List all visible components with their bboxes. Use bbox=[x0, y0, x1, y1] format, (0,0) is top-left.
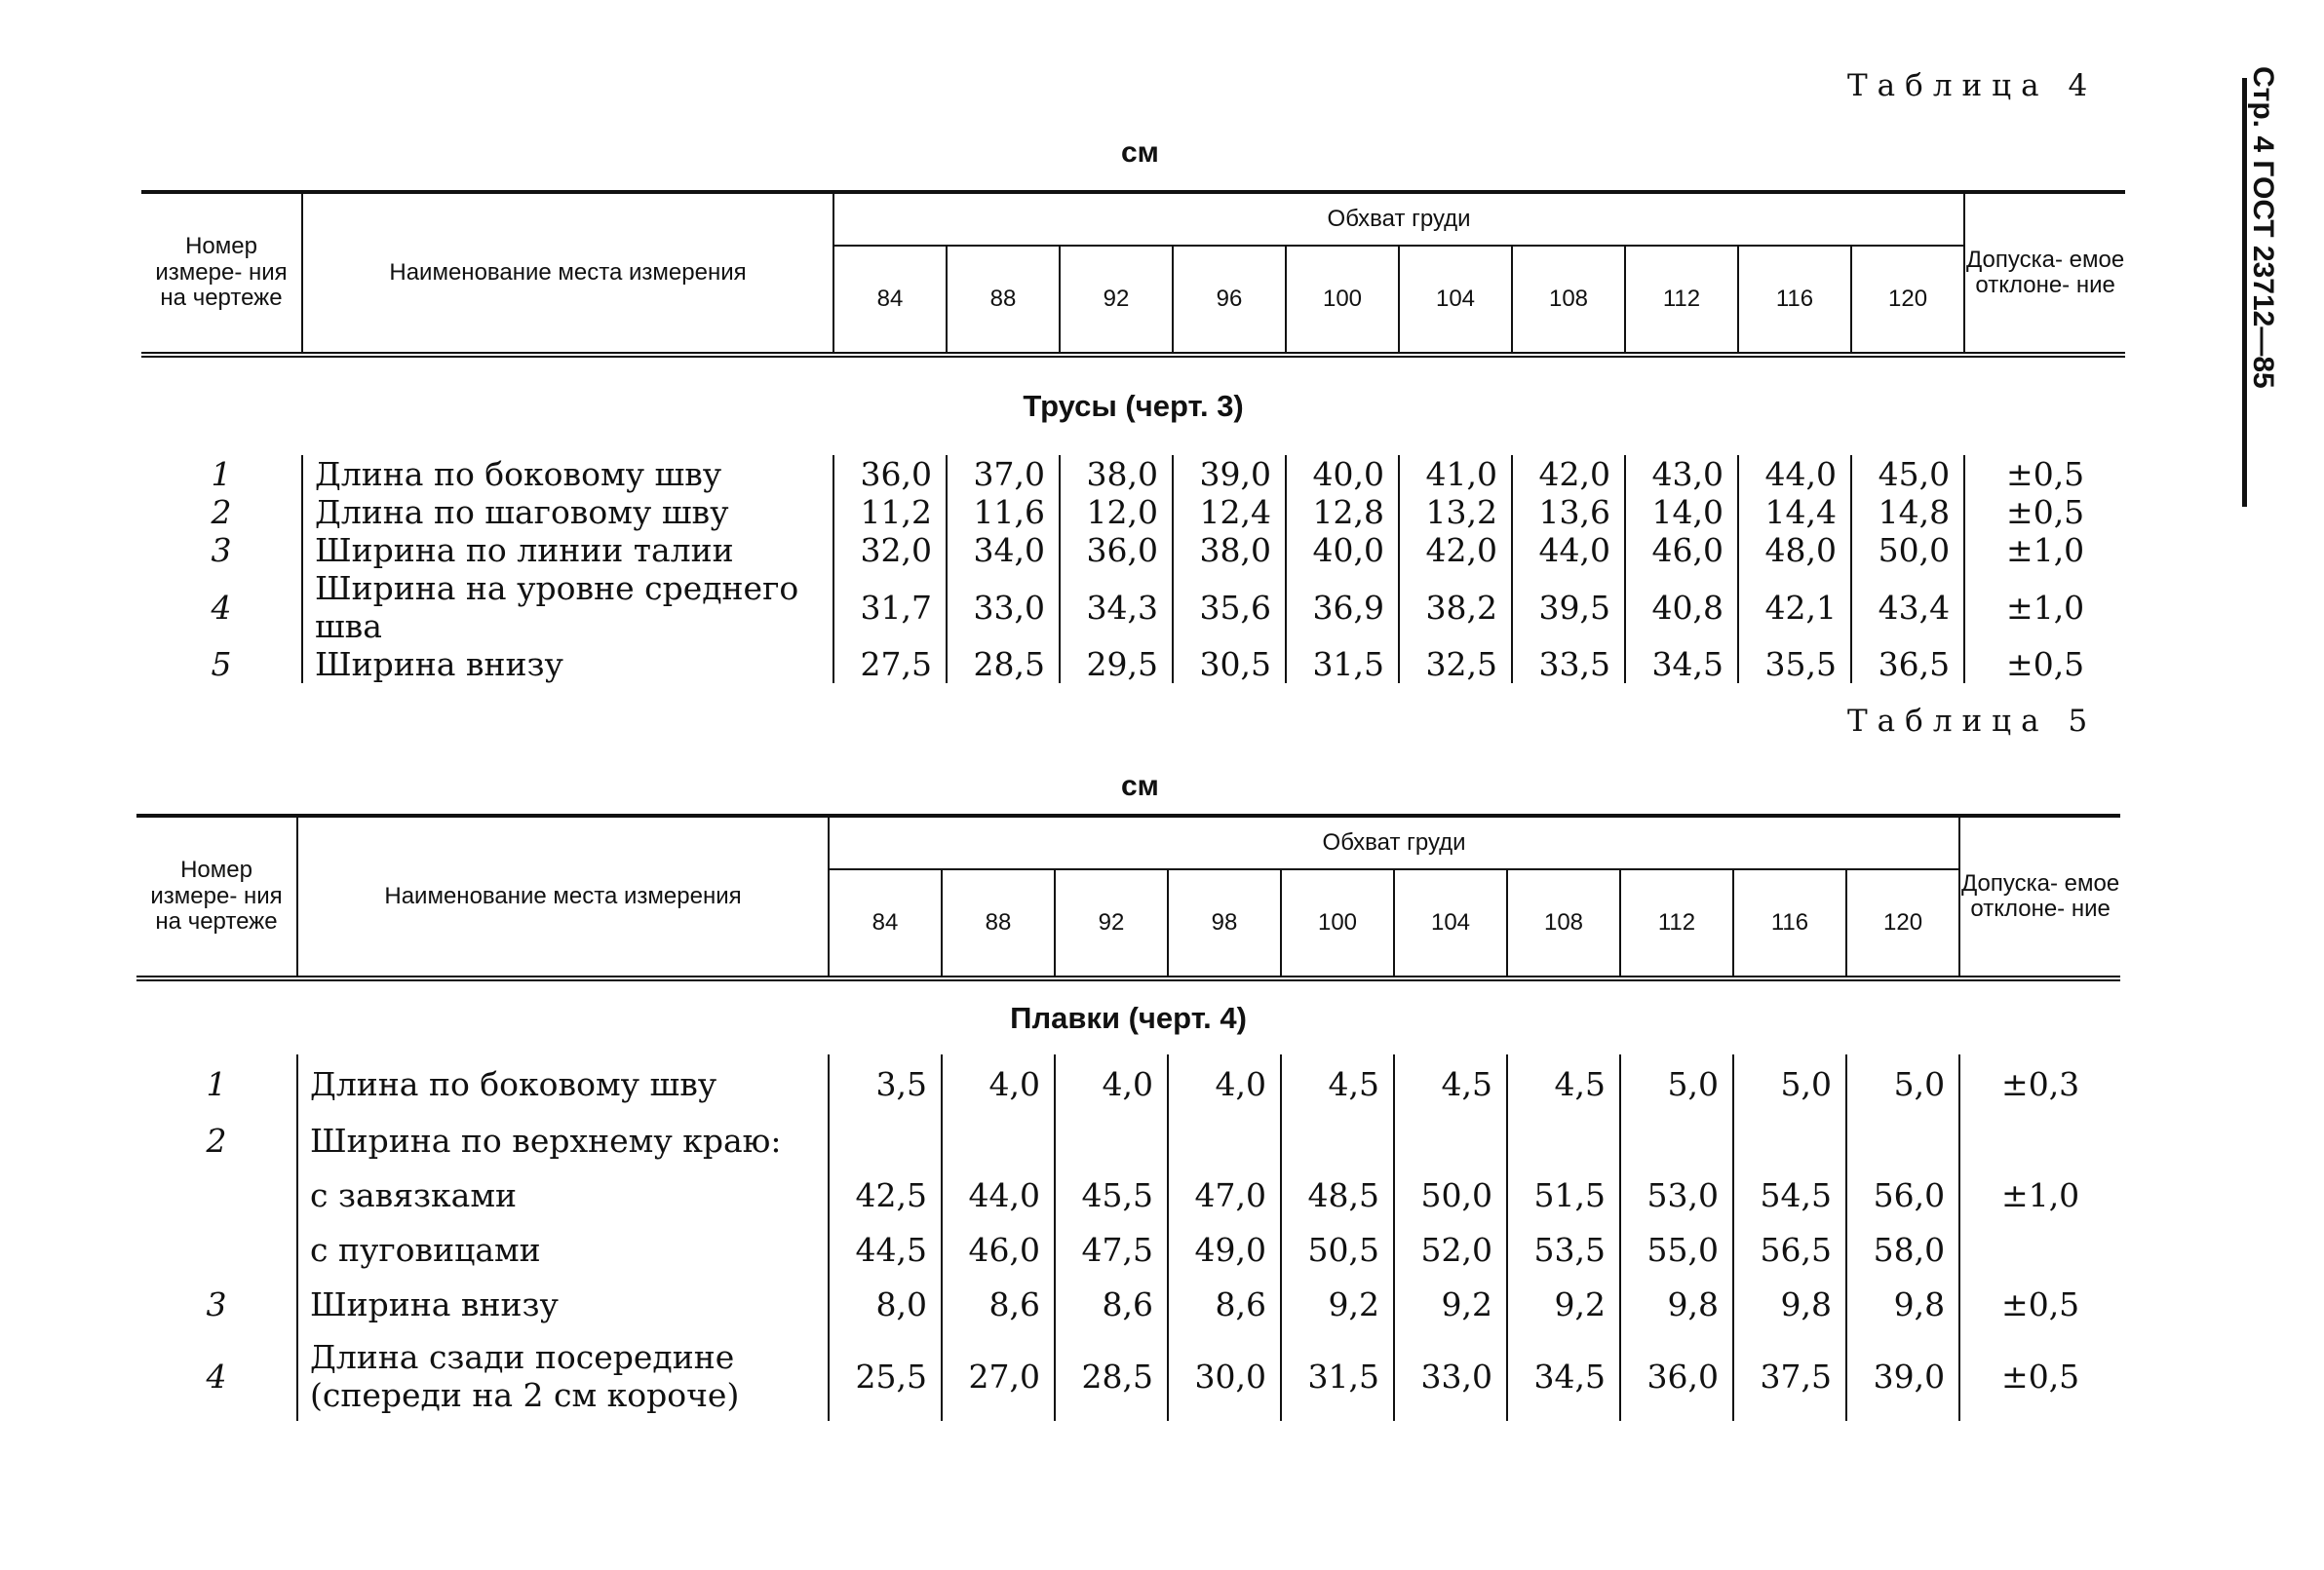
size-header: 108 bbox=[1507, 869, 1620, 978]
row-value: 12,8 bbox=[1286, 493, 1399, 531]
row-value: 38,0 bbox=[1060, 455, 1173, 493]
row-value: 34,0 bbox=[947, 531, 1060, 569]
row-tolerance: ±0,3 bbox=[1959, 1054, 2120, 1113]
row-name: Ширина по верхнему краю: bbox=[297, 1113, 829, 1168]
table-row bbox=[141, 493, 2125, 531]
row-value: 13,6 bbox=[1512, 493, 1625, 531]
row-name: с пуговицами bbox=[297, 1222, 829, 1277]
row-value: 36,9 bbox=[1286, 569, 1399, 645]
row-value: 47,0 bbox=[1168, 1168, 1281, 1222]
row-value: 40,0 bbox=[1286, 455, 1399, 493]
row-value: 31,5 bbox=[1286, 645, 1399, 683]
row-value: 49,0 bbox=[1168, 1222, 1281, 1277]
row-value: 54,5 bbox=[1733, 1168, 1846, 1222]
size-header: 88 bbox=[942, 869, 1055, 978]
row-value: 4,0 bbox=[942, 1054, 1055, 1113]
row-value: 9,2 bbox=[1281, 1277, 1394, 1331]
size-header: 120 bbox=[1846, 869, 1959, 978]
size-header: 104 bbox=[1399, 246, 1512, 355]
row-tolerance: ±1,0 bbox=[1964, 569, 2125, 645]
row-value: 34,5 bbox=[1625, 645, 1738, 683]
row-value: 28,5 bbox=[1055, 1331, 1168, 1421]
row-value: 29,5 bbox=[1060, 645, 1173, 683]
row-value: 3,5 bbox=[829, 1054, 942, 1113]
row-value: 44,0 bbox=[942, 1168, 1055, 1222]
row-value: 41,0 bbox=[1399, 455, 1512, 493]
row-tolerance bbox=[1959, 1222, 2120, 1277]
row-value: 4,0 bbox=[1168, 1054, 1281, 1113]
row-value bbox=[942, 1113, 1055, 1168]
row-number: 1 bbox=[206, 1064, 227, 1103]
row-number: 5 bbox=[211, 645, 232, 683]
row-number bbox=[136, 1222, 297, 1277]
row-value: 31,7 bbox=[833, 569, 947, 645]
row-name: Ширина внизу bbox=[297, 1277, 829, 1331]
table5-unit: см bbox=[1121, 770, 1159, 802]
row-value: 5,0 bbox=[1846, 1054, 1959, 1113]
side-header-text: Стр. 4 ГОСТ 23712—85 bbox=[2247, 66, 2279, 389]
row-value: 39,0 bbox=[1846, 1331, 1959, 1421]
row-value: 43,4 bbox=[1851, 569, 1964, 645]
section-title: Плавки (черт. 4) bbox=[1010, 1000, 1247, 1035]
row-value: 46,0 bbox=[1625, 531, 1738, 569]
row-value: 43,0 bbox=[1625, 455, 1738, 493]
table5-label: Таблица 5 bbox=[1847, 704, 2098, 739]
row-value bbox=[1168, 1113, 1281, 1168]
table4-label: Таблица 4 bbox=[1847, 68, 2098, 103]
row-value: 39,5 bbox=[1512, 569, 1625, 645]
size-header: 104 bbox=[1394, 869, 1507, 978]
row-value: 9,2 bbox=[1507, 1277, 1620, 1331]
row-tolerance bbox=[1959, 1113, 2120, 1168]
row-value: 11,2 bbox=[833, 493, 947, 531]
row-tolerance: ±1,0 bbox=[1964, 531, 2125, 569]
size-header: 92 bbox=[1060, 246, 1173, 355]
row-tolerance: ±0,5 bbox=[1964, 645, 2125, 683]
row-value: 55,0 bbox=[1620, 1222, 1733, 1277]
row-value: 27,0 bbox=[942, 1331, 1055, 1421]
row-value: 35,6 bbox=[1173, 569, 1286, 645]
row-name: Ширина по линии талии bbox=[302, 531, 833, 569]
row-value: 38,0 bbox=[1173, 531, 1286, 569]
table-row bbox=[141, 531, 2125, 569]
row-value: 12,4 bbox=[1173, 493, 1286, 531]
row-value: 14,0 bbox=[1625, 493, 1738, 531]
row-value bbox=[1281, 1113, 1394, 1168]
row-value: 47,5 bbox=[1055, 1222, 1168, 1277]
row-value: 33,0 bbox=[947, 569, 1060, 645]
row-value: 33,5 bbox=[1512, 645, 1625, 683]
row-value: 9,8 bbox=[1733, 1277, 1846, 1331]
row-value: 4,5 bbox=[1281, 1054, 1394, 1113]
size-header: 98 bbox=[1168, 869, 1281, 978]
size-header: 88 bbox=[947, 246, 1060, 355]
row-value: 34,5 bbox=[1507, 1331, 1620, 1421]
row-value: 25,5 bbox=[829, 1331, 942, 1421]
row-name: Ширина внизу bbox=[302, 645, 833, 683]
row-number: 1 bbox=[211, 455, 232, 493]
header-chest: Обхват груди bbox=[829, 816, 1959, 869]
row-value: 38,2 bbox=[1399, 569, 1512, 645]
row-value: 42,0 bbox=[1512, 455, 1625, 493]
row-value: 9,8 bbox=[1620, 1277, 1733, 1331]
row-value: 31,5 bbox=[1281, 1331, 1394, 1421]
row-value: 4,0 bbox=[1055, 1054, 1168, 1113]
size-header: 100 bbox=[1281, 869, 1394, 978]
row-name: с завязками bbox=[297, 1168, 829, 1222]
table-row bbox=[136, 1113, 2120, 1168]
row-value: 32,0 bbox=[833, 531, 947, 569]
row-value: 42,5 bbox=[829, 1168, 942, 1222]
row-value: 53,0 bbox=[1620, 1168, 1733, 1222]
size-header: 100 bbox=[1286, 246, 1399, 355]
row-value: 44,5 bbox=[829, 1222, 942, 1277]
table-row bbox=[136, 1331, 2120, 1421]
row-value bbox=[829, 1113, 942, 1168]
row-value: 5,0 bbox=[1620, 1054, 1733, 1113]
row-value: 33,0 bbox=[1394, 1331, 1507, 1421]
row-value: 37,0 bbox=[947, 455, 1060, 493]
size-header: 120 bbox=[1851, 246, 1964, 355]
row-name: Ширина на уровне среднего шва bbox=[302, 569, 833, 645]
row-value: 30,5 bbox=[1173, 645, 1286, 683]
row-number: 3 bbox=[206, 1284, 227, 1323]
row-tolerance: ±0,5 bbox=[1964, 493, 2125, 531]
header-name: Наименование места измерения bbox=[297, 816, 829, 978]
table-row bbox=[136, 1054, 2120, 1113]
size-header: 96 bbox=[1173, 246, 1286, 355]
row-value: 32,5 bbox=[1399, 645, 1512, 683]
row-value: 45,0 bbox=[1851, 455, 1964, 493]
row-value: 14,8 bbox=[1851, 493, 1964, 531]
row-value: 53,5 bbox=[1507, 1222, 1620, 1277]
row-tolerance: ±1,0 bbox=[1959, 1168, 2120, 1222]
table-row bbox=[141, 569, 2125, 645]
row-tolerance: ±0,5 bbox=[1964, 455, 2125, 493]
row-name: Длина по боковому шву bbox=[297, 1054, 829, 1113]
header-name: Наименование места измерения bbox=[302, 192, 833, 355]
row-value: 8,6 bbox=[1055, 1277, 1168, 1331]
row-value: 12,0 bbox=[1060, 493, 1173, 531]
row-value: 42,1 bbox=[1738, 569, 1851, 645]
table-row bbox=[141, 455, 2125, 493]
row-value: 14,4 bbox=[1738, 493, 1851, 531]
row-value: 27,5 bbox=[833, 645, 947, 683]
row-value bbox=[1394, 1113, 1507, 1168]
header-tolerance: Допуска- емое отклоне- ние bbox=[1964, 192, 2125, 355]
row-value: 30,0 bbox=[1168, 1331, 1281, 1421]
row-value: 39,0 bbox=[1173, 455, 1286, 493]
row-value: 9,8 bbox=[1846, 1277, 1959, 1331]
row-value: 11,6 bbox=[947, 493, 1060, 531]
row-number bbox=[136, 1168, 297, 1222]
size-header: 112 bbox=[1625, 246, 1738, 355]
row-value: 8,6 bbox=[942, 1277, 1055, 1331]
size-header: 92 bbox=[1055, 869, 1168, 978]
table-row bbox=[141, 645, 2125, 683]
row-value: 56,5 bbox=[1733, 1222, 1846, 1277]
row-value: 40,8 bbox=[1625, 569, 1738, 645]
size-header: 84 bbox=[829, 869, 942, 978]
header-number: Номер измере- ния на чертеже bbox=[155, 233, 288, 312]
row-value bbox=[1846, 1113, 1959, 1168]
side-header bbox=[2236, 0, 2324, 507]
row-value bbox=[1620, 1113, 1733, 1168]
row-number: 4 bbox=[206, 1357, 227, 1396]
row-value: 13,2 bbox=[1399, 493, 1512, 531]
row-number: 2 bbox=[211, 493, 232, 531]
row-value: 50,0 bbox=[1394, 1168, 1507, 1222]
table4 bbox=[141, 190, 2125, 683]
row-value bbox=[1733, 1113, 1846, 1168]
size-header: 116 bbox=[1738, 246, 1851, 355]
row-value: 48,0 bbox=[1738, 531, 1851, 569]
row-value: 45,5 bbox=[1055, 1168, 1168, 1222]
row-tolerance: ±0,5 bbox=[1959, 1331, 2120, 1421]
row-value: 4,5 bbox=[1507, 1054, 1620, 1113]
header-tolerance: Допуска- емое отклоне- ние bbox=[1959, 816, 2120, 978]
row-value: 9,2 bbox=[1394, 1277, 1507, 1331]
row-value: 42,0 bbox=[1399, 531, 1512, 569]
row-value: 36,0 bbox=[1060, 531, 1173, 569]
row-value bbox=[1055, 1113, 1168, 1168]
row-value: 50,5 bbox=[1281, 1222, 1394, 1277]
row-value: 36,0 bbox=[1620, 1331, 1733, 1421]
row-value: 52,0 bbox=[1394, 1222, 1507, 1277]
row-number: 4 bbox=[211, 588, 232, 627]
size-header: 84 bbox=[833, 246, 947, 355]
row-number: 2 bbox=[206, 1121, 227, 1160]
row-value: 40,0 bbox=[1286, 531, 1399, 569]
table-row bbox=[136, 1277, 2120, 1331]
row-value: 50,0 bbox=[1851, 531, 1964, 569]
row-value: 37,5 bbox=[1733, 1331, 1846, 1421]
row-name: Длина по шаговому шву bbox=[302, 493, 833, 531]
header-number: Номер измере- ния на чертеже bbox=[150, 857, 283, 936]
section-title: Трусы (черт. 3) bbox=[1023, 389, 1244, 423]
row-tolerance: ±0,5 bbox=[1959, 1277, 2120, 1331]
row-value: 28,5 bbox=[947, 645, 1060, 683]
row-value: 5,0 bbox=[1733, 1054, 1846, 1113]
row-value: 36,5 bbox=[1851, 645, 1964, 683]
row-value: 56,0 bbox=[1846, 1168, 1959, 1222]
row-value: 4,5 bbox=[1394, 1054, 1507, 1113]
row-value: 46,0 bbox=[942, 1222, 1055, 1277]
table5 bbox=[136, 814, 2120, 1421]
table-row bbox=[136, 1222, 2120, 1277]
row-value: 44,0 bbox=[1512, 531, 1625, 569]
row-value bbox=[1507, 1113, 1620, 1168]
header-chest: Обхват груди bbox=[833, 192, 1964, 246]
row-value: 36,0 bbox=[833, 455, 947, 493]
row-value: 8,6 bbox=[1168, 1277, 1281, 1331]
row-value: 35,5 bbox=[1738, 645, 1851, 683]
row-value: 34,3 bbox=[1060, 569, 1173, 645]
size-header: 112 bbox=[1620, 869, 1733, 978]
row-number: 3 bbox=[211, 531, 232, 569]
row-value: 58,0 bbox=[1846, 1222, 1959, 1277]
table4-unit: см bbox=[1121, 136, 1159, 169]
row-name: Длина сзади посередине (спереди на 2 см короче) bbox=[297, 1331, 829, 1421]
row-value: 44,0 bbox=[1738, 455, 1851, 493]
row-value: 8,0 bbox=[829, 1277, 942, 1331]
row-value: 51,5 bbox=[1507, 1168, 1620, 1222]
size-header: 116 bbox=[1733, 869, 1846, 978]
size-header: 108 bbox=[1512, 246, 1625, 355]
table-row bbox=[136, 1168, 2120, 1222]
row-value: 48,5 bbox=[1281, 1168, 1394, 1222]
row-name: Длина по боковому шву bbox=[302, 455, 833, 493]
